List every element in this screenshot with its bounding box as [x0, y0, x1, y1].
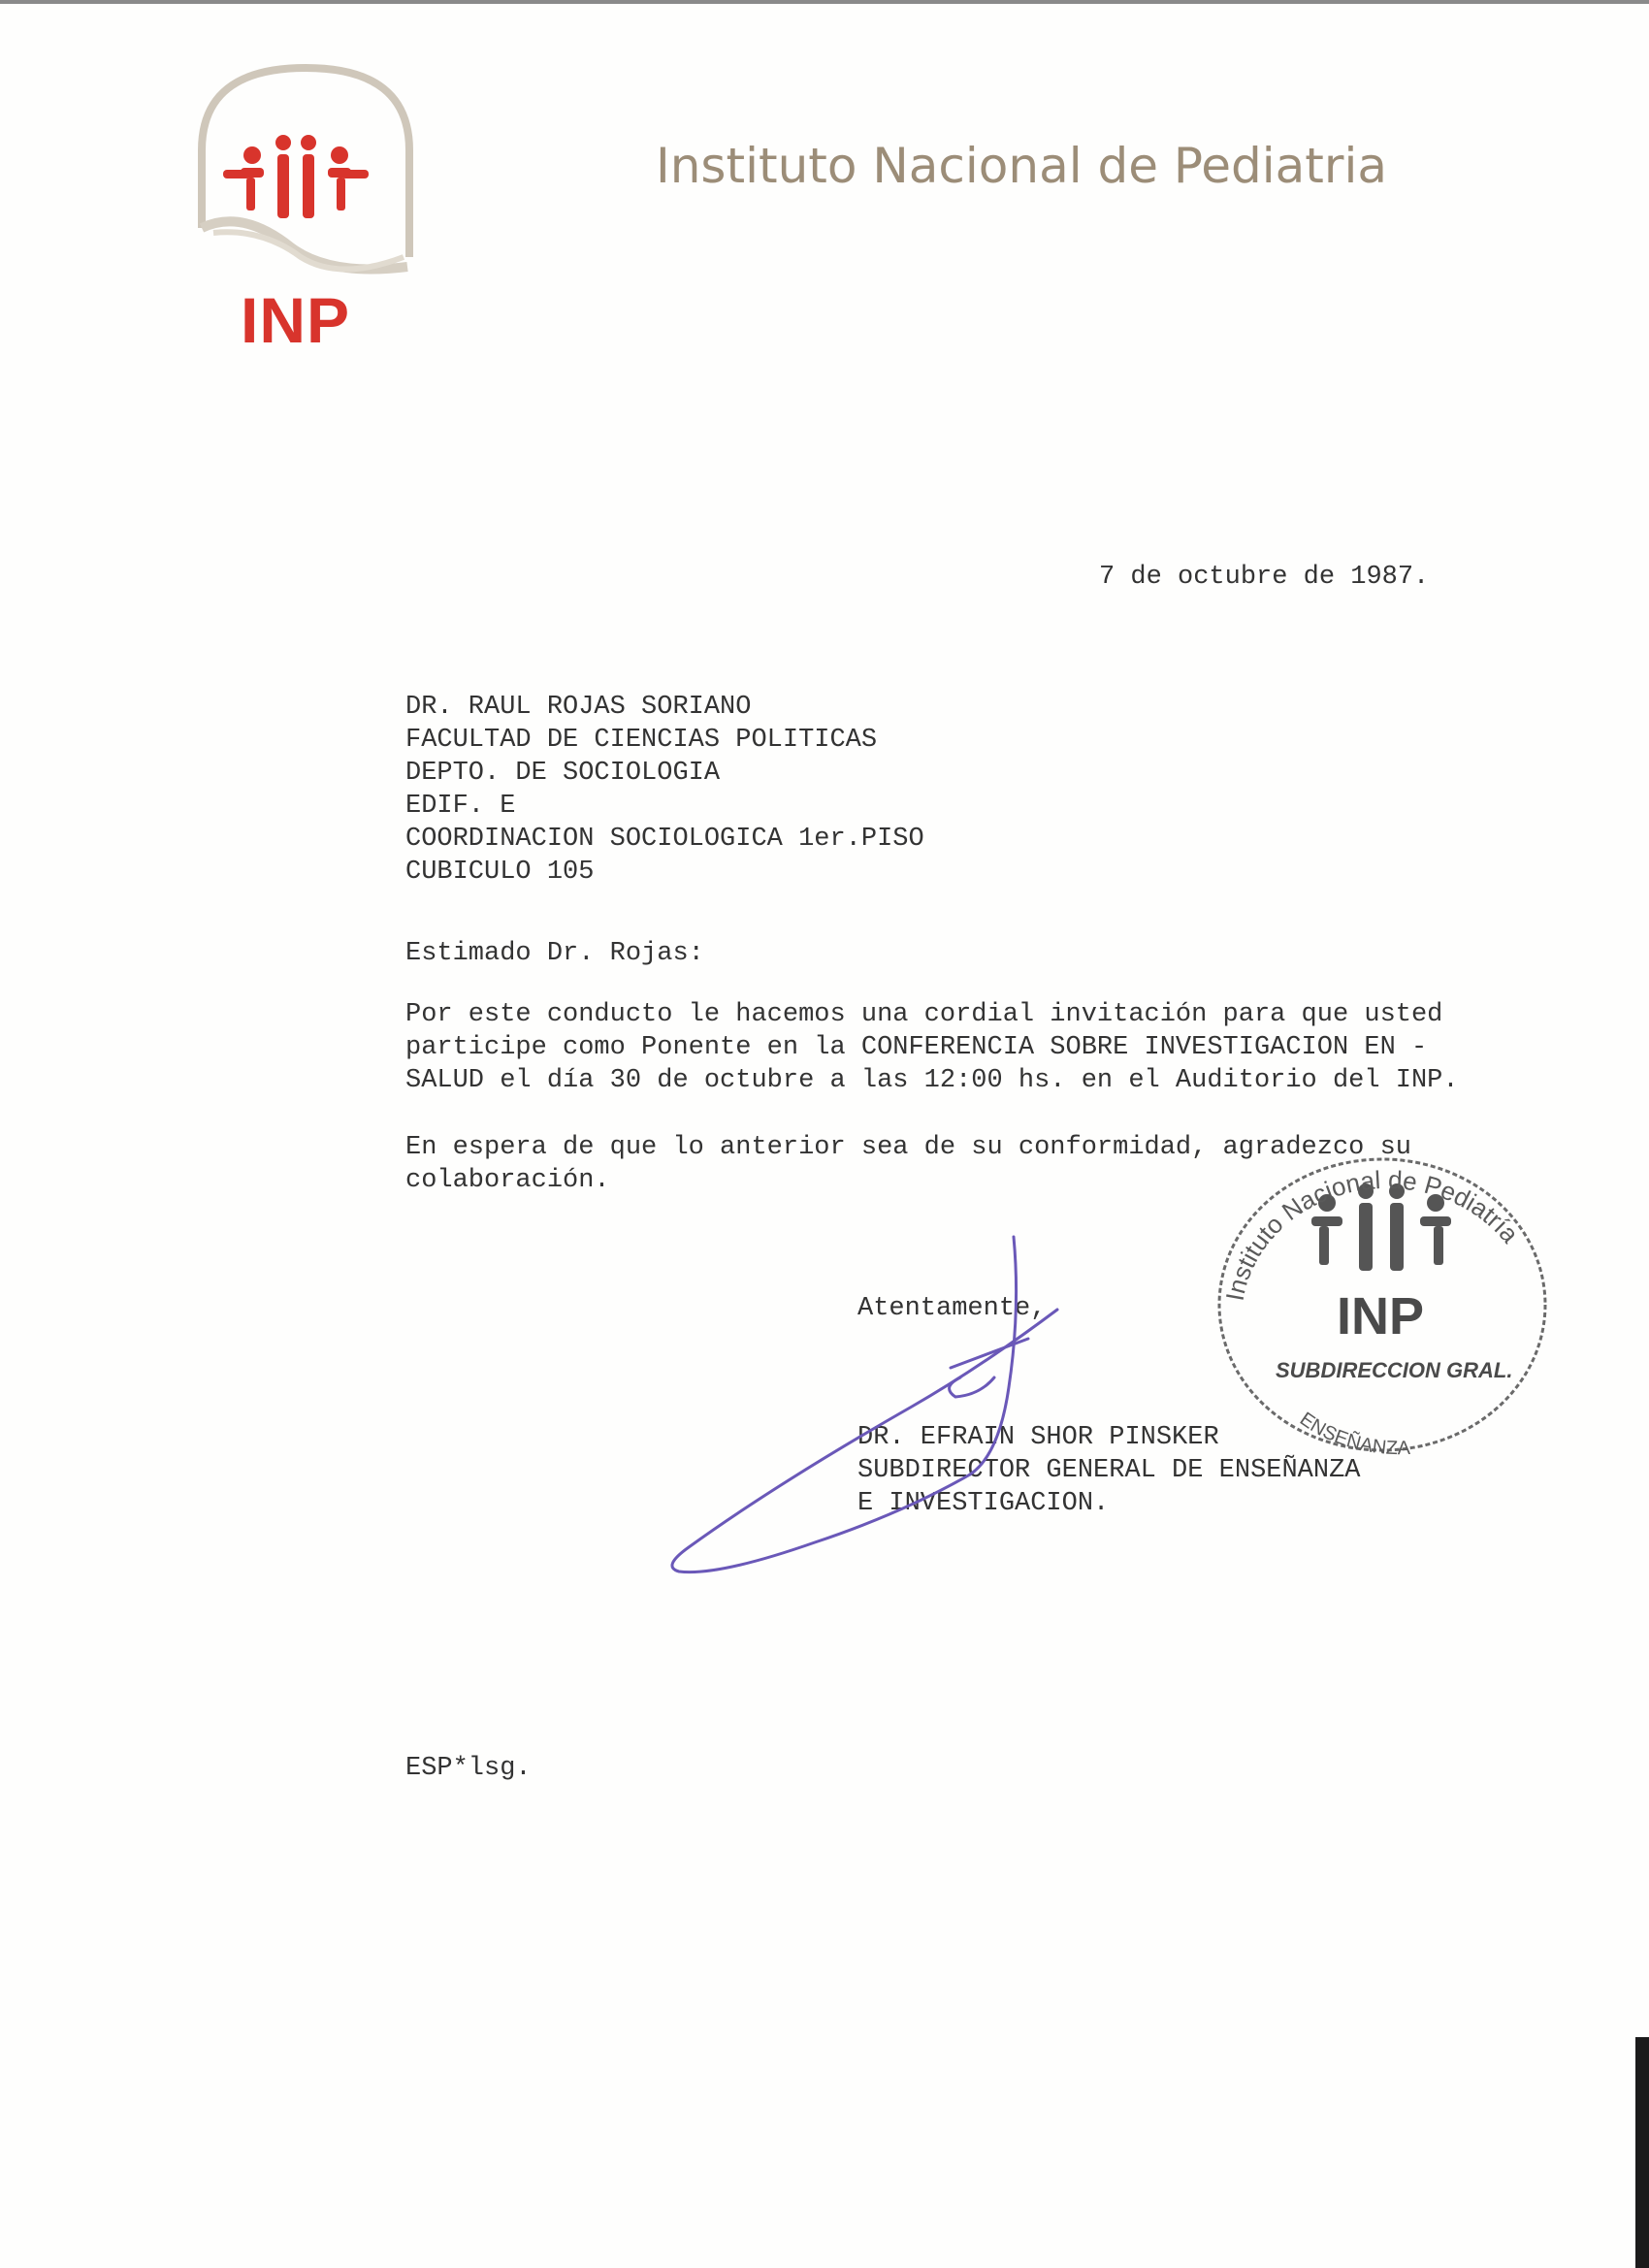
closing: Atentamente, — [857, 1294, 1047, 1323]
handwritten-signature — [660, 1232, 1125, 1591]
body-line: En espera de que lo anterior sea de su conformidad, agradezco su — [405, 1133, 1411, 1162]
signer-name: DR. EFRAIN SHOR PINSKER — [857, 1423, 1219, 1452]
recipient-line: FACULTAD DE CIENCIAS POLITICAS — [405, 726, 878, 755]
scan-right-edge — [1635, 2037, 1649, 2268]
official-seal-stamp — [1203, 1135, 1562, 1465]
body-line: participe como Ponente en la CONFERENCIA SOBRE INVESTIGACION EN - — [405, 1033, 1428, 1062]
body-line: SALUD el día 30 de octubre a las 12:00 hs. en el Auditorio del INP. — [405, 1066, 1459, 1095]
institute-name: Instituto Nacional de Pediatria — [656, 138, 1387, 194]
recipient-line: COORDINACION SOCIOLOGICA 1er.PISO — [405, 825, 924, 854]
stamp-subtext: SUBDIRECCION GRAL. — [1276, 1358, 1513, 1382]
signer-title: SUBDIRECTOR GENERAL DE ENSEÑANZA — [857, 1456, 1361, 1485]
svg-text:ENSEÑANZA — [1296, 1409, 1411, 1459]
stamp-center-text: INP — [1337, 1287, 1425, 1345]
body-line: Por este conducto le hacemos una cordial invitación para que usted — [405, 1000, 1443, 1029]
letter-date: 7 de octubre de 1987. — [1099, 563, 1430, 592]
body-line: colaboración. — [405, 1166, 610, 1195]
recipient-address — [405, 691, 924, 889]
scan-top-edge — [0, 0, 1649, 4]
typist-initials: ESP*lsg. — [405, 1754, 532, 1783]
stamp-arc-top: Instituto Nacional de Pediatría — [1219, 1164, 1525, 1304]
salutation: Estimado Dr. Rojas: — [405, 939, 704, 968]
recipient-line: DEPTO. DE SOCIOLOGIA — [405, 759, 721, 788]
logo-text: INP — [241, 284, 351, 356]
body-paragraph-1 — [405, 998, 1459, 1097]
recipient-line: CUBICULO 105 — [405, 858, 595, 887]
recipient-line: EDIF. E — [405, 792, 516, 821]
stamp-arc-bottom: ENSEÑANZA — [1295, 1408, 1411, 1460]
signer-title: E INVESTIGACION. — [857, 1489, 1110, 1518]
recipient-line: DR. RAUL ROJAS SORIANO — [405, 693, 752, 722]
